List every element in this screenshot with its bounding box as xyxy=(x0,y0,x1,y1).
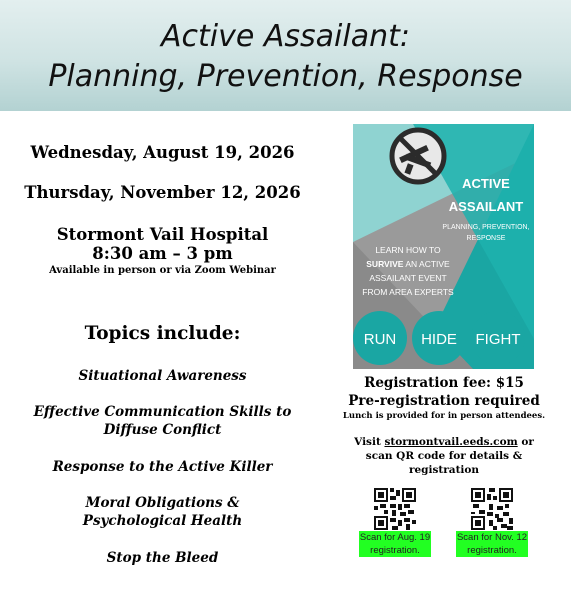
poster-subtitle-1: PLANNING, PREVENTION, xyxy=(442,224,530,231)
qr-label-nov-line2: registration. xyxy=(467,545,517,556)
poster-title-2: ASSAILANT xyxy=(448,199,524,214)
poster-learn-1: LEARN HOW TO xyxy=(375,245,441,255)
visit-line-3: registration xyxy=(408,464,480,476)
preregistration-note: Pre-registration required xyxy=(348,393,540,409)
poster-learn-2-rest: AN ACTIVE xyxy=(403,259,450,269)
registration-fee: Registration fee: $15 xyxy=(364,375,524,391)
qr-label-aug-line1: Scan for Aug. 19 xyxy=(359,532,431,543)
event-time: 8:30 am – 3 pm xyxy=(92,244,233,263)
poster-learn-2 xyxy=(366,259,450,269)
qr-code-nov[interactable] xyxy=(471,488,513,530)
qr-label-nov-line1: Scan for Nov. 12 xyxy=(456,532,528,543)
visit-suffix: or xyxy=(517,436,534,448)
topic-item: Effective Communication Skills to xyxy=(33,404,292,420)
topics-heading: Topics include: xyxy=(84,323,241,344)
poster-run-label: RUN xyxy=(363,331,397,348)
topic-item: Psychological Health xyxy=(82,513,243,529)
poster-learn-3: ASSAILANT EVENT xyxy=(369,273,447,283)
qr-label-nov xyxy=(456,531,528,557)
venue-name: Stormont Vail Hospital xyxy=(56,225,269,244)
topic-item: Situational Awareness xyxy=(78,368,247,384)
topic-item: Response to the Active Killer xyxy=(52,459,273,475)
topic-item: Stop the Bleed xyxy=(106,550,219,566)
visit-prefix: Visit xyxy=(354,436,385,448)
no-guns-icon xyxy=(392,130,444,182)
event-date-2: Thursday, November 12, 2026 xyxy=(24,183,301,202)
availability-note: Available in person or via Zoom Webinar xyxy=(49,265,276,276)
poster-survive: SURVIVE xyxy=(366,259,404,269)
event-date-1: Wednesday, August 19, 2026 xyxy=(30,143,295,162)
page-title-line1: Active Assailant: xyxy=(161,19,410,54)
poster-fight-label: FIGHT xyxy=(475,331,521,348)
visit-line-2: scan QR code for details & xyxy=(365,450,523,462)
poster-art xyxy=(353,124,534,369)
poster-hide-label: HIDE xyxy=(421,331,457,348)
topic-item: Diffuse Conflict xyxy=(103,422,222,438)
qr-label-aug xyxy=(359,531,431,557)
visit-line xyxy=(338,436,550,448)
qr-code-aug[interactable] xyxy=(374,488,416,530)
poster-subtitle-2: RESPONSE xyxy=(466,235,506,242)
event-poster xyxy=(353,124,534,369)
registration-link[interactable]: stormontvail.eeds.com xyxy=(384,436,518,448)
poster-learn-4: FROM AREA EXPERTS xyxy=(362,287,454,297)
lunch-note: Lunch is provided for in person attendees. xyxy=(342,411,546,421)
title-banner xyxy=(0,0,571,111)
page-title-line2: Planning, Prevention, Response xyxy=(48,59,523,94)
poster-title-1: ACTIVE xyxy=(462,176,510,191)
poster-buttons xyxy=(353,311,525,365)
topic-item: Moral Obligations & xyxy=(85,495,240,511)
qr-label-aug-line2: registration. xyxy=(370,545,420,556)
